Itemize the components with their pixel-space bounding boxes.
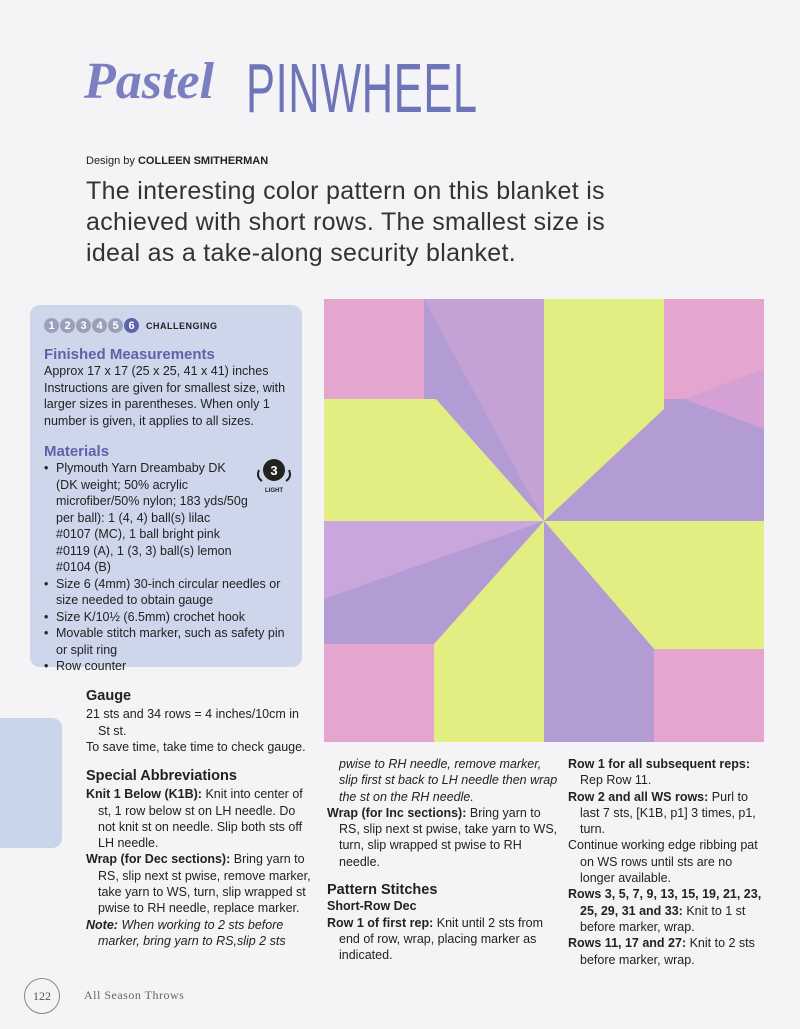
pattern-heading: Pattern Stitches [327,882,438,899]
row-instruction: Rep Row 11. [580,773,652,788]
materials-item: • Size K/10½ (6.5mm) crochet hook [44,609,296,626]
measurements-heading: Finished Measurements [44,346,215,363]
skill-level-6: 6 [124,318,139,333]
note-text: When working to 2 sts before marker, bring yarn to RS,slip 2 sts [98,917,286,948]
abbreviations-section [86,768,311,949]
blanket-photo [324,299,764,742]
materials-item: • Size 6 (4mm) 30-inch circular needles or size needed to obtain gauge [44,576,296,609]
skill-level-4: 4 [92,318,107,333]
pattern-continue: Continue working edge ribbing pat on WS rows until sts are no longer available. [568,838,758,886]
measurements-size: Approx 17 x 17 (25 x 25, 41 x 41) inches [44,364,269,378]
pattern-row-2 [568,789,768,838]
abbrev-term: Wrap (for Dec sections): [86,852,231,867]
materials-item: • Row counter [44,658,296,675]
abbrev-definition: Bring yarn to RS, slip next st pwise, remove marker, take yarn to WS, turn, slip wrapped st pwise to RH needle, replace marker. [98,852,311,916]
title-pinwheel: PINWHEEL [246,49,478,127]
materials-item: • Movable stitch marker, such as safety pin or split ring [44,625,296,658]
skill-level-label: CHALLENGING [146,320,218,331]
pattern-row-1-subsequent [568,756,768,789]
skill-level-5: 5 [108,318,123,333]
blanket-pink-block [324,299,424,399]
row-term: Row 2 and all WS rows: [568,789,709,804]
materials-heading: Materials [44,443,110,460]
measurements-note: Instructions are given for smallest size, with larger sizes in parentheses. When only 1 number is given, it applies to all sizes. [44,380,286,428]
note-continued [327,756,559,805]
pattern-rows-11 [568,935,768,968]
bleed-through-text [64,110,79,179]
gauge-check: To save time, take time to check gauge. [86,739,306,754]
gauge-text: 21 sts and 34 rows = 4 inches/10cm in St st. [86,707,299,738]
abbrev-wrap-dec [86,851,311,916]
row-term: Rows 3, 5, 7, 9, 13, 15, 19, 21, 23, 25, 29, 31 and 33: [568,887,762,918]
abbrev-definition: Knit into center of st, 1 row below st on LH needle. Do not knit st on needle. Slip both sts off LH needle. [98,787,303,851]
yarn-weight-icon [254,457,294,497]
title-pastel: Pastel [84,53,214,110]
abbrev-term: Knit 1 Below (K1B): [86,787,202,802]
note-term: Note: [86,917,118,932]
row-instruction: Purl to last 7 sts, [K1B, p1] 3 times, p1, turn. [580,789,756,837]
abbreviations-heading: Special Abbreviations [86,768,237,784]
designer-prefix: Design by [86,155,135,167]
skill-level [44,318,218,333]
row-term: Row 1 for all subsequent reps: [568,757,750,771]
designer-credit [86,155,268,167]
blanket-pink-block [654,649,764,742]
pattern-subheading: Short-Row Dec [327,899,417,914]
row-instruction: Knit until 2 sts from end of row, wrap, placing marker as indicated. [339,915,544,963]
skill-level-2: 2 [60,318,75,333]
gauge-heading: Gauge [86,688,132,704]
row-instruction: Knit to 2 sts before marker, wrap. [580,936,755,967]
column-3 [568,756,768,968]
pattern-row-1 [327,915,559,964]
page-number: 122 [24,978,60,1014]
materials-item: • Plymouth Yarn Dreambaby DK (DK weight; 50% acrylic microfiber/50% nylon; 183 yds/50g per ball): 1 (4, 4) ball(s) lilac #0107 (MC), 1 ball bright pink #0119 (A), 1 (3, 3) ball(s) lemon #0104 (B) [44,460,296,576]
note-continued-text: pwise to RH needle, remove marker, slip first st back to LH needle then wrap the st on the RH needle. [339,757,558,804]
blanket-pink-block [324,644,434,742]
abbrev-note [86,917,311,950]
row-term: Rows 11, 17 and 27: [568,936,687,951]
row-instruction: Knit to 1 st before marker, wrap. [580,903,746,934]
abbrev-definition: Bring yarn to RS, slip next st pwise, take yarn to WS, turn, slip wrapped st pwise to RH needle. [339,805,558,869]
gauge-section [86,688,311,755]
skill-level-3: 3 [76,318,91,333]
column-2 [327,756,559,964]
side-tab-decoration [0,718,62,848]
intro-text: The interesting color pattern on this blanket is achieved with short rows. The smallest size is ideal as a take-along security blanket. [86,177,606,267]
book-title: All Season Throws [84,988,185,1002]
pattern-rows-odd [568,886,768,935]
skill-level-1: 1 [44,318,59,333]
yarn-weight-number: 3 [270,463,278,478]
designer-name: COLLEEN SMITHERMAN [137,155,269,167]
abbrev-k1b [86,786,311,851]
abbrev-term: Wrap (for Inc sections): [327,805,467,820]
abbrev-wrap-inc [327,805,559,870]
measurements-section [44,346,296,429]
yarn-weight-label: LIGHT [265,488,283,494]
row-term: Row 1 of first rep: [327,915,434,930]
